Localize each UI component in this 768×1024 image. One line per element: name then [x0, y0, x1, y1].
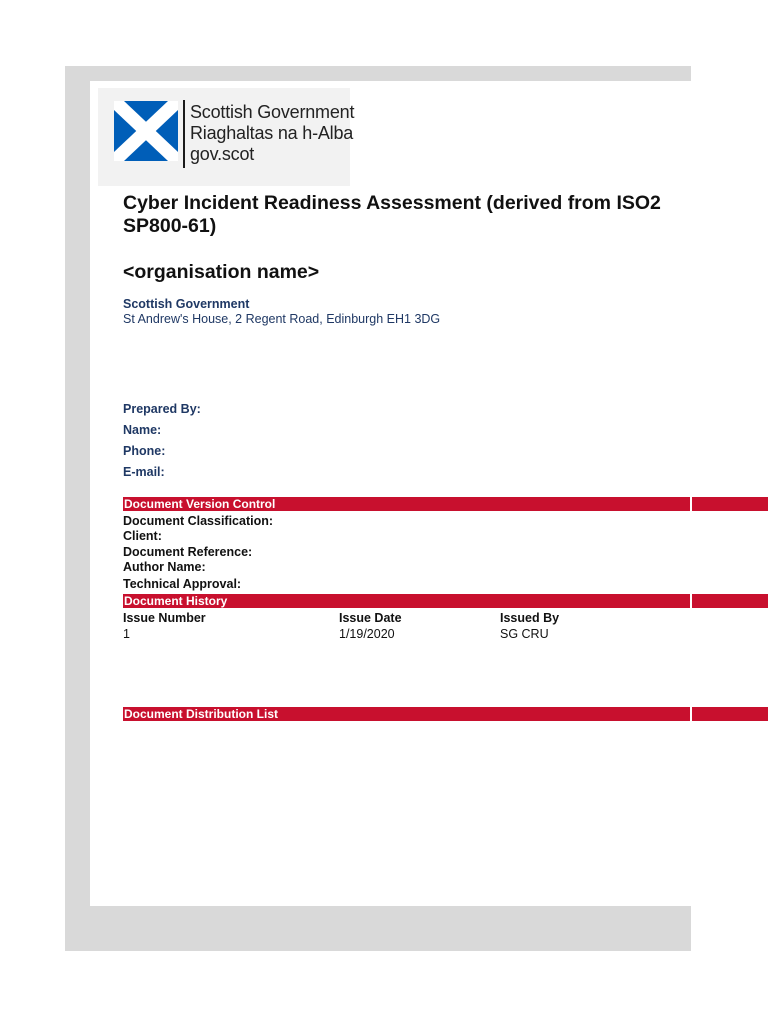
email-label: E-mail: — [123, 465, 165, 479]
column-gap — [690, 706, 692, 722]
technical-approval-label: Technical Approval: — [123, 577, 242, 591]
history-cell-issue-date: 1/19/2020 — [339, 627, 395, 641]
scottish-government-logo — [98, 88, 355, 186]
history-cell-issue-number: 1 — [123, 627, 130, 641]
history-column-header: Issue Date — [339, 611, 402, 625]
column-gap — [690, 593, 692, 609]
classification-label: Document Classification: — [123, 514, 274, 528]
logo-line-english: Scottish Government — [190, 102, 355, 122]
reference-label: Document Reference: — [123, 545, 253, 559]
author-name-label: Author Name: — [123, 560, 206, 574]
history-heading: Document History — [123, 594, 768, 608]
history-column-header: Issued By — [500, 611, 560, 625]
prepared-by-label: Prepared By: — [123, 402, 201, 416]
version-control-heading: Document Version Control — [123, 497, 768, 511]
history-column-header: Issue Number — [123, 611, 206, 625]
organisation-name-placeholder: <organisation name> — [123, 261, 320, 283]
department-name: Scottish Government — [123, 297, 250, 311]
history-cell-issued-by: SG CRU — [500, 627, 549, 641]
column-gap — [690, 496, 692, 512]
logo-line-domain: gov.scot — [190, 144, 255, 164]
phone-label: Phone: — [123, 444, 166, 458]
name-label: Name: — [123, 423, 162, 437]
document-title-continued: SP800-61) — [123, 215, 217, 237]
document-title: Cyber Incident Readiness Assessment (derived from ISO2 — [123, 192, 661, 214]
distribution-list-heading: Document Distribution List — [123, 707, 768, 721]
client-label: Client: — [123, 529, 162, 543]
department-address: St Andrew's House, 2 Regent Road, Edinburgh EH1 3DG — [123, 312, 441, 326]
logo-divider — [183, 100, 185, 168]
saltire-flag-icon — [114, 101, 178, 161]
logo-line-gaelic: Riaghaltas na h-Alba — [190, 123, 354, 143]
